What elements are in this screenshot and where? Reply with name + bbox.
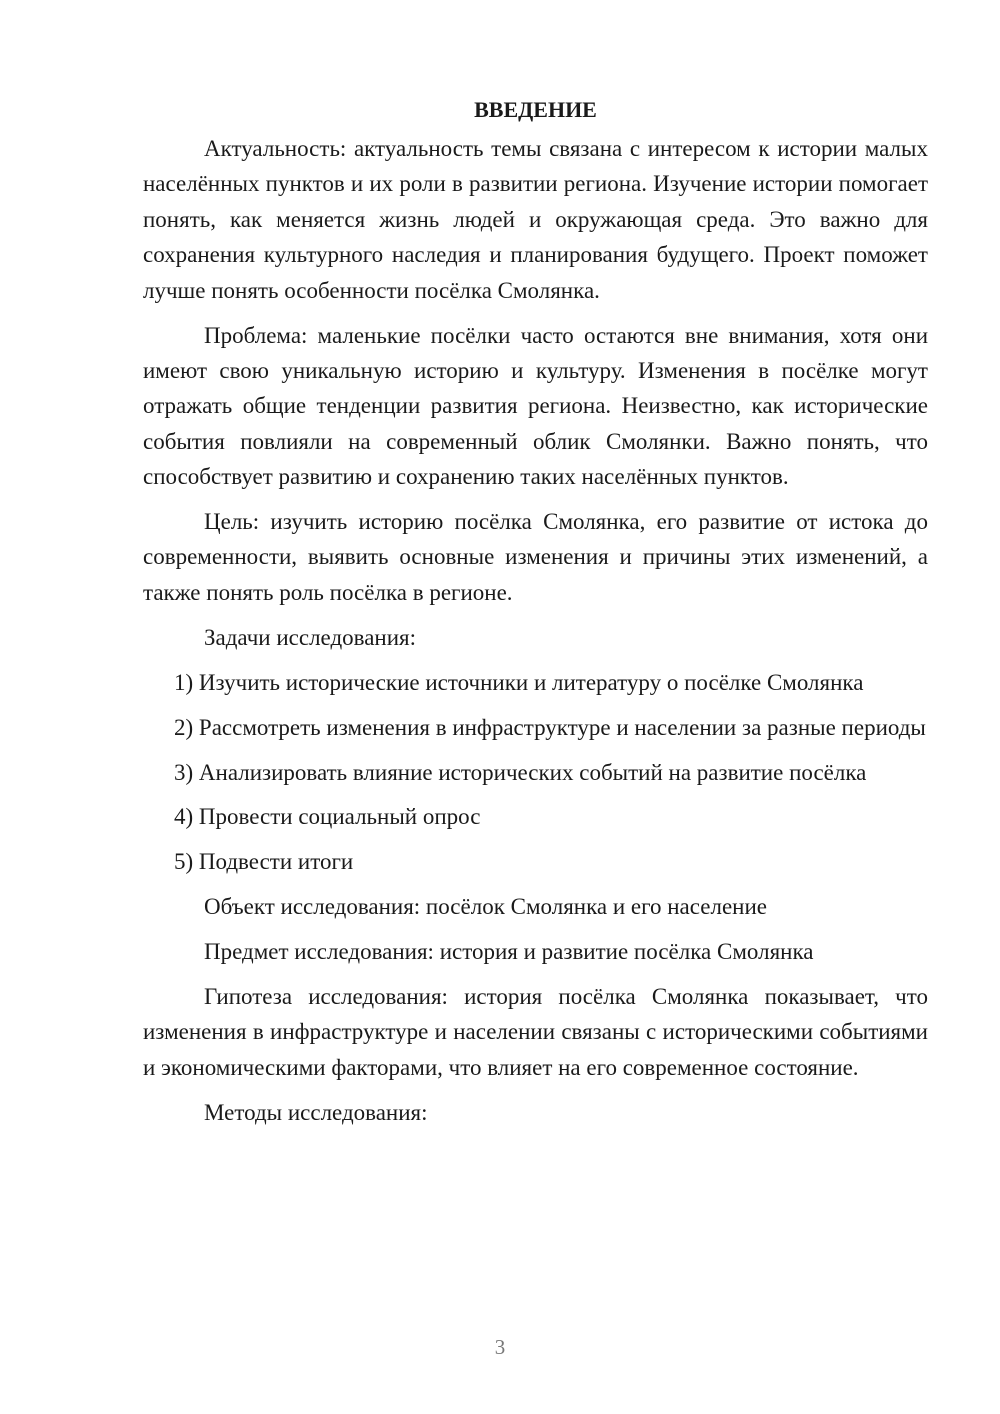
relevance-paragraph: Актуальность: актуальность темы связана с интересом к истории малых населённых пунктов и их роли в развитии региона. Изучение истории помогает понять, как меняется жизнь людей и окружающая среда. Это важно для сохранения культурного наследия и планирования будущего. Проект поможет лучше понять особенности посёлка Смолянка. — [143, 136, 928, 303]
task-item-4: 4) Провести социальный опрос — [174, 804, 481, 830]
goal-paragraph: Цель: изучить историю посёлка Смолянка, его развитие от истока до современности, выявить основные изменения и причины этих изменений, а также понять роль посёлка в регионе. — [143, 509, 928, 605]
tasks-title: Задачи исследования: — [204, 624, 417, 650]
task-item-5: 5) Подвести итоги — [174, 849, 354, 875]
page-number: 3 — [494, 1335, 506, 1359]
task-item-1: 1) Изучить исторические источники и литературу о посёлке Смолянка — [174, 669, 864, 695]
object-paragraph: Объект исследования: посёлок Смолянка и его население — [204, 894, 767, 920]
document-page — [143, 92, 928, 1130]
subject-paragraph: Предмет исследования: история и развитие посёлка Смолянка — [204, 939, 814, 965]
hypothesis-paragraph: Гипотеза исследования: история посёлка Смолянка показывает, что изменения в инфраструктуре и населении связаны с историческими событиями и экономическими факторами, что влияет на его современное состояние. — [143, 984, 928, 1080]
problem-paragraph: Проблема: маленькие посёлки часто остаются вне внимания, хотя они имеют свою уникальную историю и культуру. Изменения в посёлке могут отражать общие тенденции развития региона. Неизвестно, как исторические события повлияли на современный облик Смолянки. Важно понять, что способствует развитию и сохранению таких населённых пунктов. — [143, 322, 928, 490]
task-item-2: 2) Рассмотреть изменения в инфраструктуре и населении за разные периоды — [174, 714, 926, 740]
section-heading: ВВЕДЕНИЕ — [474, 97, 597, 122]
task-item-3: 3) Анализировать влияние исторических событий на развитие посёлка — [174, 759, 867, 785]
methods-title: Методы исследования: — [204, 1099, 428, 1125]
